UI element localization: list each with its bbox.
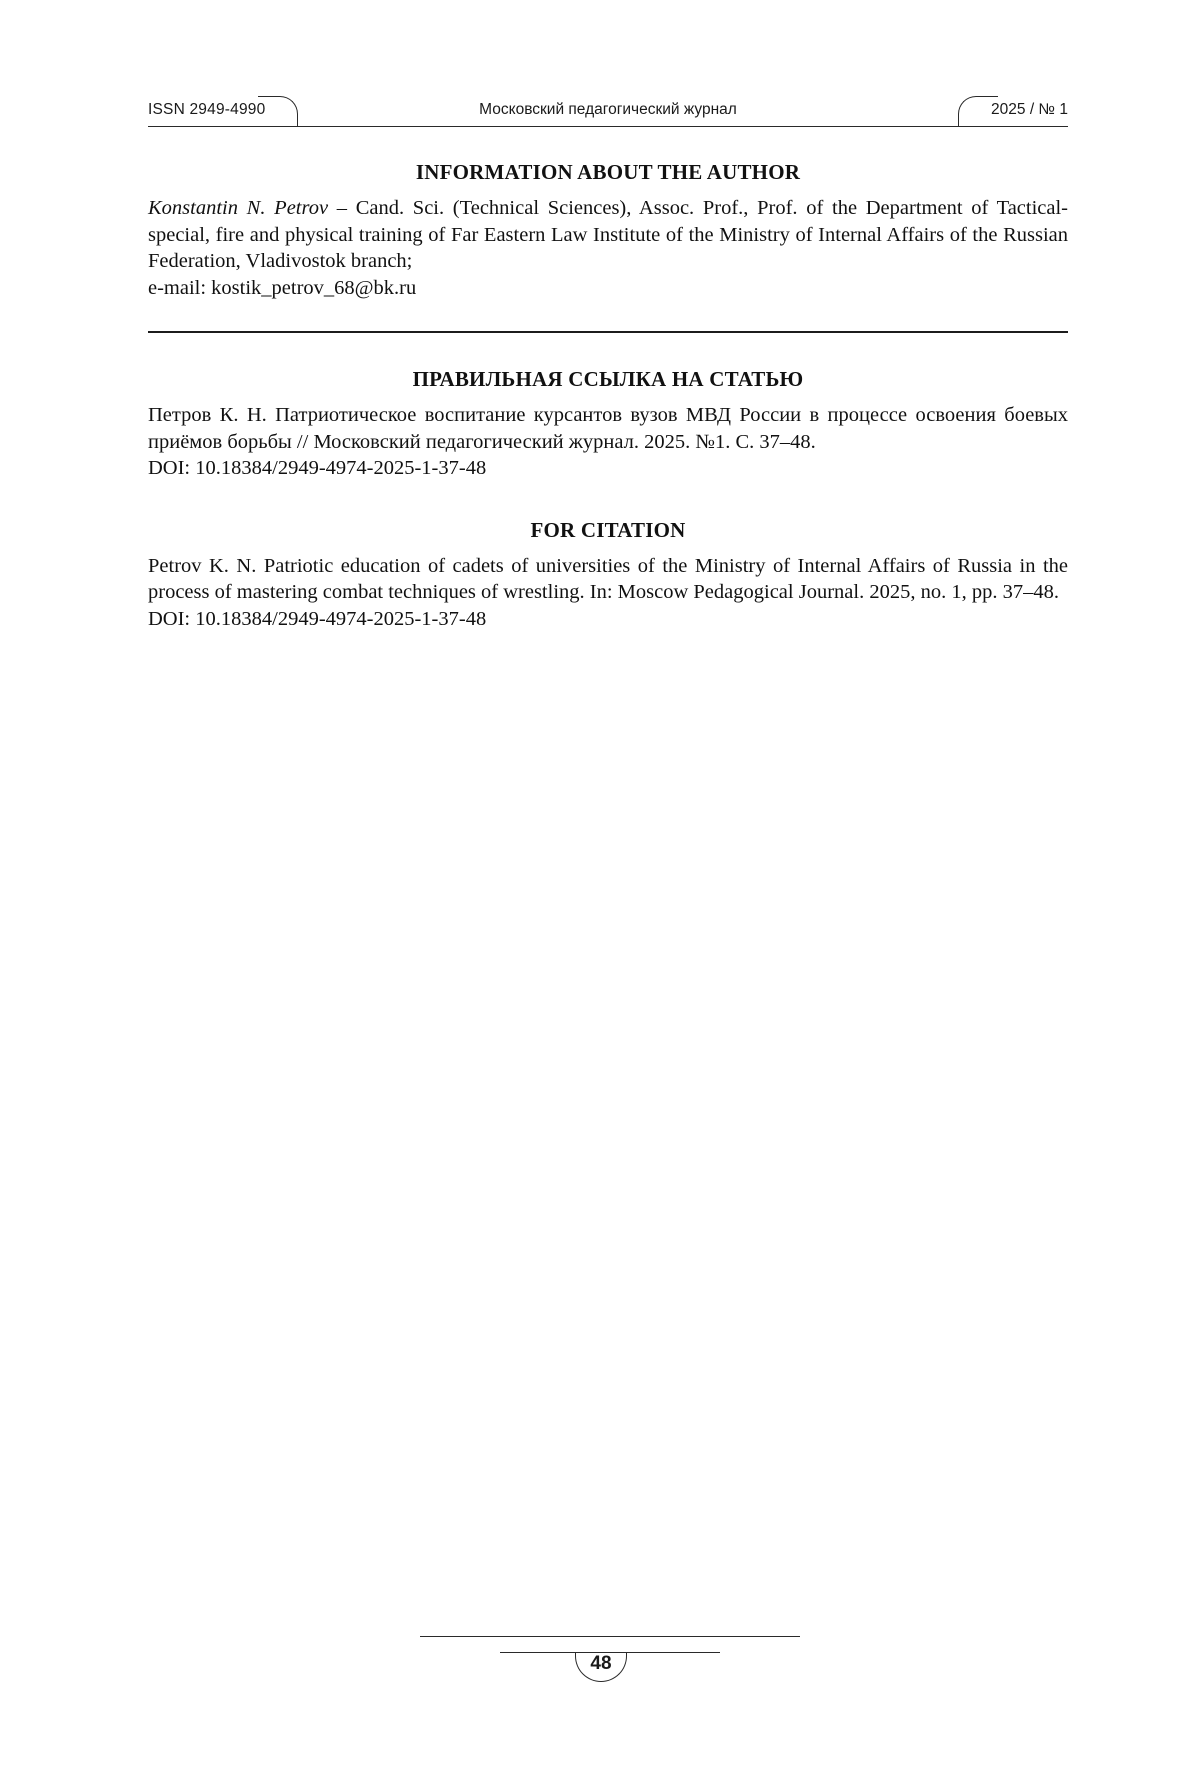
section-citation-en xyxy=(148,518,1068,633)
author-affiliation: – Cand. Sci. (Technical Sciences), Assoc. Prof., Prof. of the Department of Tactical-special, fire and physical training of Far Eastern Law Institute of the Ministry of Internal Affairs of the Russian Federation, Vladivostok branch; xyxy=(148,197,1069,272)
citation-en-doi: DOI: 10.18384/2949-4974-2025-1-37-48 xyxy=(148,607,487,630)
running-head xyxy=(148,96,1068,132)
journal-name-text: Московский педагогический журнал xyxy=(479,101,737,118)
author-info-paragraph xyxy=(148,195,1068,275)
page-number: 48 xyxy=(590,1653,612,1674)
page-footer xyxy=(0,1636,1200,1706)
citation-ru-text: Петров К. Н. Патриотическое воспитание курсантов вузов МВД России в процессе освоения боевых приёмов борьбы // Московский педагогический журнал. 2025. №1. С. 37–48. xyxy=(148,404,1068,453)
footer-rule-top xyxy=(420,1636,800,1637)
spacer-between-citations xyxy=(148,482,1068,518)
citation-en-heading: FOR CITATION xyxy=(530,517,686,542)
citation-ru-heading: ПРАВИЛЬНАЯ ССЫЛКА НА СТАТЬЮ xyxy=(412,367,804,391)
author-name: Konstantin N. Petrov xyxy=(148,197,329,219)
spacer-after-divider xyxy=(148,333,1068,367)
issue-text: 2025 / № 1 xyxy=(991,101,1068,118)
citation-en-text: Petrov K. N. Patriotic education of cadets of universities of the Ministry of Internal Affairs of Russia in the process of mastering combat techniques of wrestling. In: Moscow Pedagogical Journal. 2025, no. 1, pp. 37–48. xyxy=(148,554,1068,603)
article-back-matter xyxy=(148,160,1068,632)
author-email-line: e-mail: kostik_petrov_68@bk.ru xyxy=(148,276,417,299)
section-author-info xyxy=(148,160,1068,301)
issn-text: ISSN 2949-4990 xyxy=(148,101,266,118)
citation-ru-doi: DOI: 10.18384/2949-4974-2025-1-37-48 xyxy=(148,457,487,479)
section-citation-ru xyxy=(148,367,1068,482)
author-info-heading: INFORMATION ABOUT THE AUTHOR xyxy=(415,160,801,184)
